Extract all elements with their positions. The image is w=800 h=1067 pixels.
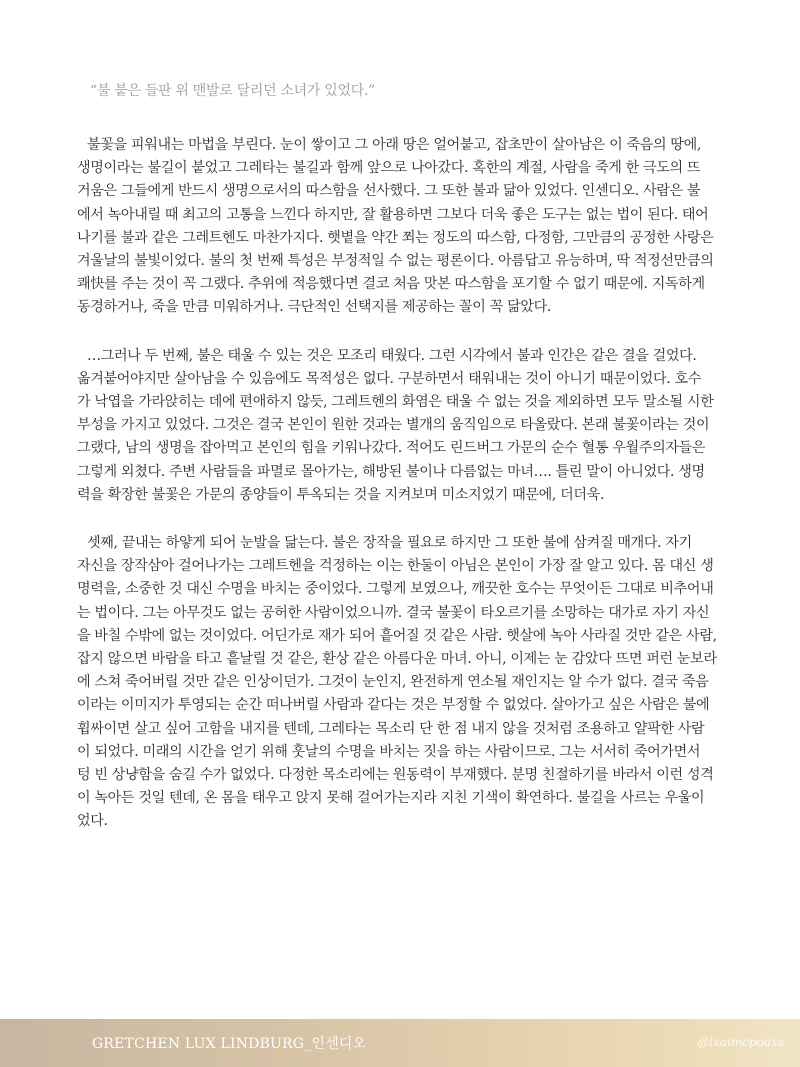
text-line: 명력을, 소중한 것 대신 수명을 바치는 중이었다. 그렇게 보였으나, 깨끗한 호수는 무엇이든 그대로 비추어내 [77,581,714,598]
text-line: 력을 확장한 불꽃은 가문의 종양들이 투옥되는 것을 지켜보며 미소지었기 때문에, 더더욱. [77,486,605,503]
essay-body [77,134,723,859]
paragraph [77,345,723,507]
text-line: 거움은 그들에게 반드시 생명으로서의 따스함을 선사했다. 그 또한 불과 닮아 있었다. 인센디오. 사람은 불 [77,183,701,200]
text-line: 잡지 않으면 바람을 타고 흩날릴 것 같은, 환상 같은 아름다운 마녀. 아니, 이제는 눈 감았다 뜨면 퍼런 눈보라 [77,651,717,668]
text-line: 그랬다, 남의 생명을 잡아먹고 본인의 힘을 키워나갔다. 적어도 린드버그 가문의 순수 혈통 우월주의자들은 [77,440,706,457]
text-line: 쾌快를 주는 것이 꼭 그랬다. 추위에 적응했다면 결코 처음 맛본 따스함을 포기할 수 없기 때문에. 지독하게 [77,276,705,293]
text-line: 휩싸이면 살고 싶어 고함을 내지를 텐데, 그레타는 목소리 단 한 점 내지 않을 것처럼 조용하고 얄팍한 사람 [77,720,705,737]
text-line: 이 녹아든 것일 텐데, 온 몸을 태우고 앉지 못해 걸어가는지라 지친 기색이 확연하다. 불길을 사르는 우울이 [77,790,705,807]
text-line: 그렇게 외쳤다. 주변 사람들을 파멸로 몰아가는, 해방된 불이나 다름없는 마녀…. 틀린 말이 아니었다. 생명 [77,463,705,480]
text-line: …그러나 두 번째, 불은 태울 수 있는 것은 모조리 태웠다. 그런 시각에서 불과 인간은 같은 결을 걸었다. [87,347,697,364]
footer-title: GRETCHEN LUX LINDBURG_인센디오 [92,1036,367,1052]
text-line: 는 법이다. 그는 아무것도 없는 공허한 사람이었으니까. 결국 불꽃이 타오르기를 소망하는 대가로 자기 자신 [77,604,710,621]
text-line: 이 되었다. 미래의 시간을 얻기 위해 훗날의 수명을 바치는 짓을 하는 사람이므로. 그는 서서히 죽어가면서 [77,743,701,760]
text-line: 옮겨붙어야지만 살아남을 수 있음에도 목적성은 없다. 구분하면서 태워내는 것이 아니기 때문이었다. 호수 [77,370,702,387]
text-line: 가 낙엽을 가라앉히는 데에 편애하지 않듯, 그레트헨의 화염은 태울 수 없는 것을 제외하면 모두 말소될 시한 [77,394,714,411]
paragraph [77,532,723,834]
text-line: 생명이라는 불길이 붙었고 그레타는 불길과 함께 앞으로 나아갔다. 혹한의 계절, 사람을 죽게 한 극도의 뜨 [77,160,701,177]
text-line: 나기를 불과 같은 그레트헨도 마찬가지다. 햇볕을 약간 쬐는 정도의 따스함, 다정함, 그만큼의 공정한 사랑은 [77,229,714,246]
text-line: 었다. [77,813,108,830]
text-line: 을 바칠 수밖에 없는 것이었다. 어딘가로 재가 되어 흩어질 것 같은 사람. 햇살에 녹아 사라질 것만 같은 사람, [77,627,717,644]
text-line: 겨울날의 불빛이었다. 불의 첫 번째 특성은 부정적일 수 없는 평론이다. 아름답고 유능하며, 딱 적정선만큼의 [77,253,714,270]
epigraph-quote: “불 붙은 들판 위 맨발로 달리던 소녀가 있었다.” [90,83,375,99]
text-line: 셋째, 끝내는 하얗게 되어 눈발을 닮는다. 불은 장작을 필요로 하지만 그 또한 불에 삼켜질 매개다. 자기 [87,535,692,552]
footer-bar [0,1019,800,1067]
footer-handle: @lxaimcpoaxs [697,1035,784,1049]
paragraph [77,134,723,320]
text-line: 불꽃을 피워내는 마법을 부린다. 눈이 쌓이고 그 아래 땅은 얼어붙고, 잡초만이 살아남은 이 죽음의 땅에, [87,137,702,153]
text-line: 텅 빈 상냥함을 숨길 수가 없었다. 다정한 목소리에는 원동력이 부재했다. 분명 친절하기를 바라서 이런 성격 [77,767,714,784]
text-line: 동경하거나, 죽을 만큼 미워하거나. 극단적인 선택지를 제공하는 꼴이 꼭 닮았다. [77,299,552,316]
text-line: 부성을 가지고 있었다. 그것은 결국 본인이 원한 것과는 별개의 움직임으로 타올랐다. 본래 불꽃이라는 것이 [77,417,710,434]
text-line: 에서 녹아내릴 때 최고의 고통을 느낀다 하지만, 잘 활용하면 그보다 더욱 좋은 도구는 없는 법이 된다. 태어 [77,206,709,223]
text-line: 자신을 장작삼아 걸어나가는 그레트헨을 걱정하는 이는 한둘이 아님은 본인이 가장 잘 알고 있다. 몸 대신 생 [77,558,714,575]
text-line: 에 스쳐 죽어버릴 것만 같은 인상이던가. 그것이 눈인지, 완전하게 연소될 재인지는 알 수가 없다. 결국 죽음 [77,674,709,691]
text-line: 이라는 이미지가 투영되는 순간 떠나버릴 사람과 같다는 것은 부정할 수 없었다. 살아가고 싶은 사람은 불에 [77,697,710,714]
